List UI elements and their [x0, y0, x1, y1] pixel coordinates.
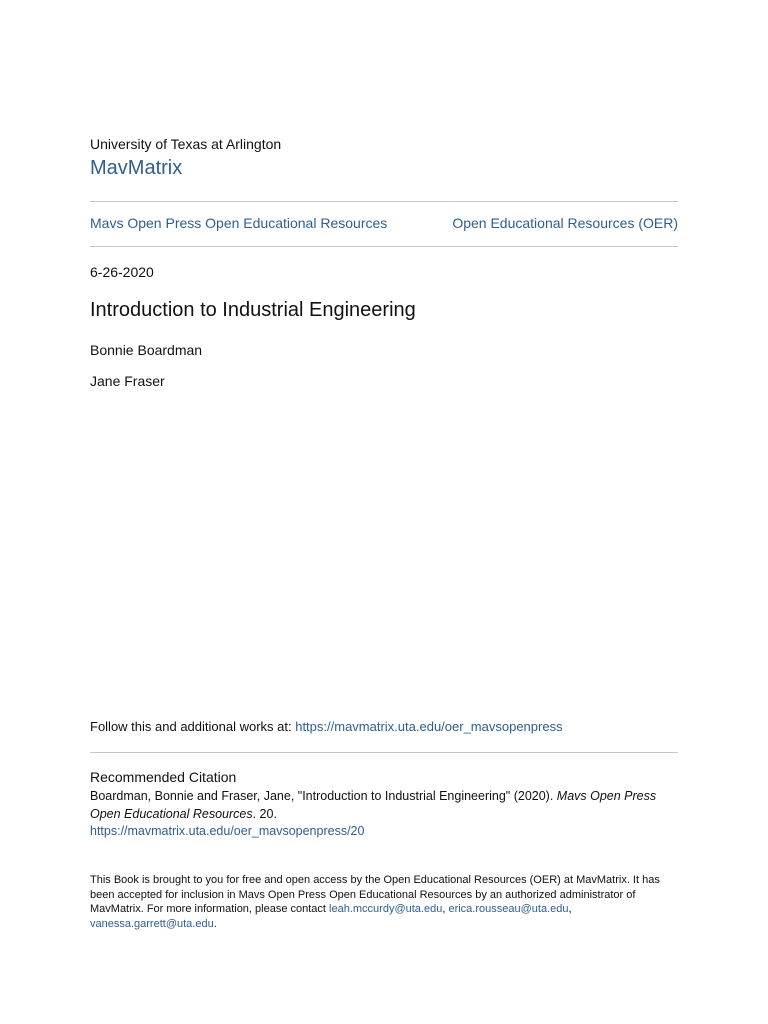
collection-link[interactable]: Mavs Open Press Open Educational Resources [90, 215, 388, 231]
separator: , [568, 903, 572, 915]
divider-nav [90, 246, 678, 247]
publication-date: 6-26-2020 [90, 264, 154, 280]
access-notice [90, 873, 678, 931]
divider-top [90, 201, 678, 202]
citation-authors-title: Boardman, Bonnie and Fraser, Jane, "Introduction to Industrial Engineering" (2020). [90, 789, 557, 803]
citation-url-link[interactable]: https://mavmatrix.uta.edu/oer_mavsopenpress/20 [90, 824, 365, 838]
contact-email-link[interactable]: erica.rousseau@uta.edu [448, 903, 569, 915]
ending: . [213, 917, 217, 930]
repository-link[interactable]: MavMatrix [90, 157, 183, 179]
divider-citation [90, 752, 678, 753]
contact-email-link[interactable]: vanessa.garrett@uta.edu [90, 917, 214, 930]
collection-url-link[interactable]: https://mavmatrix.uta.edu/oer_mavsopenpress [295, 719, 563, 734]
author-name: Jane Fraser [90, 373, 165, 389]
category-link[interactable]: Open Educational Resources (OER) [452, 215, 678, 231]
follow-line [90, 719, 563, 734]
separator: , [442, 903, 449, 915]
access-notice-text: This Book is brought to you for free and open access by the Open Educational Resources (OER) at MavMatrix. It has been accepted for inclusion in Mavs Open Press Open Educational Resources by an authorized administrator of MavMatrix. For more information, please contact [90, 874, 660, 915]
citation-heading: Recommended Citation [90, 769, 237, 785]
citation-series: Mavs Open Press Open Educational Resources [90, 789, 657, 821]
document-title: Introduction to Industrial Engineering [90, 299, 416, 321]
author-name: Bonnie Boardman [90, 342, 203, 358]
follow-prefix: Follow this and additional works at: [90, 719, 296, 734]
citation-text [90, 788, 678, 841]
contact-email-link[interactable]: leah.mccurdy@uta.edu [329, 903, 443, 915]
citation-number: . 20. [252, 806, 277, 821]
institution-name: University of Texas at Arlington [90, 136, 282, 152]
